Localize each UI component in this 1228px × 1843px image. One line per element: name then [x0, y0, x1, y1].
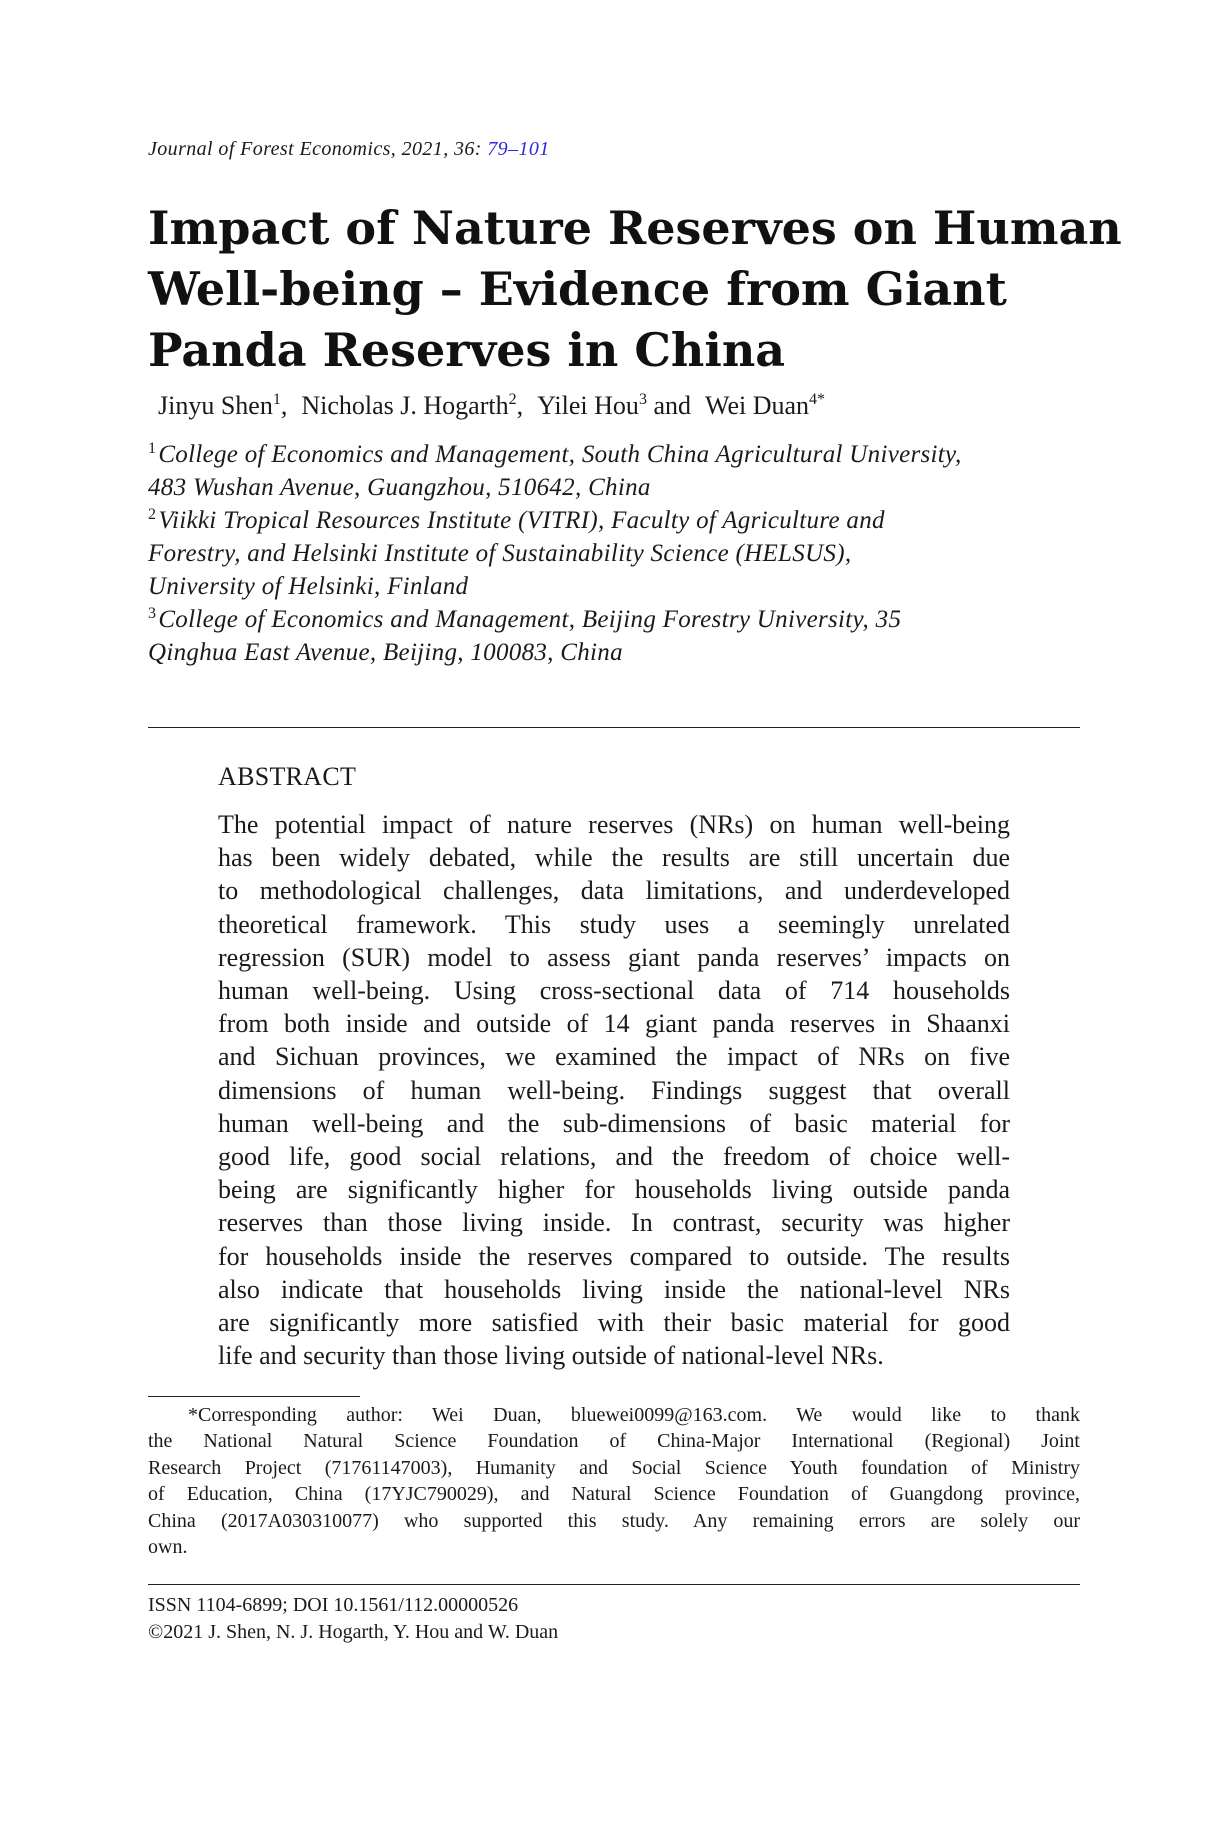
affiliation-number: 2 — [148, 506, 157, 523]
footnote-divider — [148, 1396, 360, 1397]
author-name: Jinyu Shen — [158, 391, 273, 420]
abstract-line: good life, good social relations, and the freedom of choice well- — [218, 1142, 1010, 1172]
journal-citation — [148, 138, 550, 161]
publication-divider — [148, 1584, 1080, 1585]
affiliation-mark: 1 — [272, 391, 281, 408]
affiliation-text: College of Economics and Management, Beijing Forestry University, 35 — [158, 606, 902, 633]
abstract-line: dimensions of human well-being. Findings suggest that overall — [218, 1075, 1010, 1105]
abstract-heading: ABSTRACT — [218, 762, 357, 791]
abstract-line: regression (SUR) model to assess giant panda reserves’ impacts on — [218, 942, 1010, 972]
header-divider — [148, 727, 1080, 728]
abstract-line: also indicate that households living inside the national-level NRs — [218, 1274, 1010, 1304]
journal-pages-link[interactable]: 79–101 — [487, 138, 550, 160]
abstract-line: to methodological challenges, data limitations, and underdeveloped — [218, 876, 1010, 906]
journal-citation-text: Journal of Forest Economics, 2021, 36: — [148, 138, 488, 160]
title-line: Impact of Nature Reserves on Human — [148, 201, 1122, 255]
abstract-line: from both inside and outside of 14 giant panda reserves in Shaanxi — [218, 1009, 1010, 1039]
affiliations — [148, 438, 1088, 669]
abstract-line: life and security than those living outside of national-level NRs. — [218, 1341, 884, 1371]
affiliation-line: University of Helsinki, Finland — [148, 573, 469, 600]
affiliation-mark: 3 — [638, 391, 647, 408]
abstract-line: has been widely debated, while the results are still uncertain due — [218, 843, 1010, 873]
abstract-line: being are significantly higher for households living outside panda — [218, 1175, 1010, 1205]
footnote-line: Research Project (71761147003), Humanity and Social Science Youth foundation of Ministry — [148, 1456, 1080, 1479]
copyright-notice: ©2021 J. Shen, N. J. Hogarth, Y. Hou and W. Duan — [148, 1621, 559, 1643]
abstract-line: theoretical framework. This study uses a seemingly unrelated — [218, 909, 1010, 939]
issn-doi: ISSN 1104-6899; DOI 10.1561/112.00000526 — [148, 1594, 519, 1616]
author-joiner: and — [653, 391, 691, 420]
affiliation-line — [148, 603, 1088, 636]
abstract-line: The potential impact of nature reserves (NRs) on human well-being — [218, 810, 1010, 839]
author-name: Yilei Hou — [537, 391, 639, 420]
footnote-line: *Corresponding author: Wei Duan, bluewei0099@163.com. We would like to thank — [188, 1404, 1080, 1426]
footnote-line: own. — [148, 1536, 188, 1559]
abstract-line: are significantly more satisfied with their basic material for good — [218, 1308, 1010, 1338]
publication-info — [148, 1592, 558, 1646]
footnote-line: China (2017A030310077) who supported this study. Any remaining errors are solely our — [148, 1509, 1080, 1532]
title-line: Panda Reserves in China — [148, 323, 786, 377]
paper-title — [148, 198, 1122, 381]
affiliation-mark: 4* — [809, 391, 826, 408]
affiliation-mark: 2 — [508, 391, 517, 408]
author-list: Jinyu Shen$^1$, Nicholas J. Hogarth$^2$, Yilei Hou$^3$ and Wei Duan$^{4*}$ — [158, 391, 826, 420]
abstract-line: for households inside the reserves compared to outside. The results — [218, 1241, 1010, 1271]
affiliation-text: College of Economics and Management, South China Agricultural University, — [158, 441, 962, 468]
affiliation-line: Qinghua East Avenue, Beijing, 100083, China — [148, 639, 623, 666]
footnote-line: of Education, China (17YJC790029), and Natural Science Foundation of Guangdong province, — [148, 1483, 1080, 1506]
author-name: Wei Duan — [704, 391, 810, 420]
affiliation-line — [148, 438, 1088, 471]
abstract-line: reserves than those living inside. In contrast, security was higher — [218, 1208, 1010, 1238]
affiliation-number: 3 — [148, 605, 157, 622]
author-name: Nicholas J. Hogarth — [301, 391, 509, 420]
abstract-body — [218, 808, 1010, 1372]
abstract-line: human well-being and the sub-dimensions of basic material for — [218, 1108, 1010, 1138]
affiliation-line: 483 Wushan Avenue, Guangzhou, 510642, China — [148, 474, 651, 501]
footnote-line: the National Natural Science Foundation of China-Major International (Regional) Joint — [148, 1430, 1080, 1453]
affiliation-number: 1 — [148, 440, 157, 457]
abstract-line: human well-being. Using cross-sectional data of 714 households — [218, 976, 1010, 1006]
abstract-line: and Sichuan provinces, we examined the impact of NRs on five — [218, 1042, 1010, 1072]
affiliation-text: Viikki Tropical Resources Institute (VITRI), Faculty of Agriculture and — [158, 507, 885, 534]
title-line: Well-being – Evidence from Giant — [148, 262, 1007, 316]
affiliation-line: Forestry, and Helsinki Institute of Sustainability Science (HELSUS), — [148, 540, 852, 567]
affiliation-line — [148, 504, 1088, 537]
corresponding-author-footnote — [148, 1402, 1080, 1560]
